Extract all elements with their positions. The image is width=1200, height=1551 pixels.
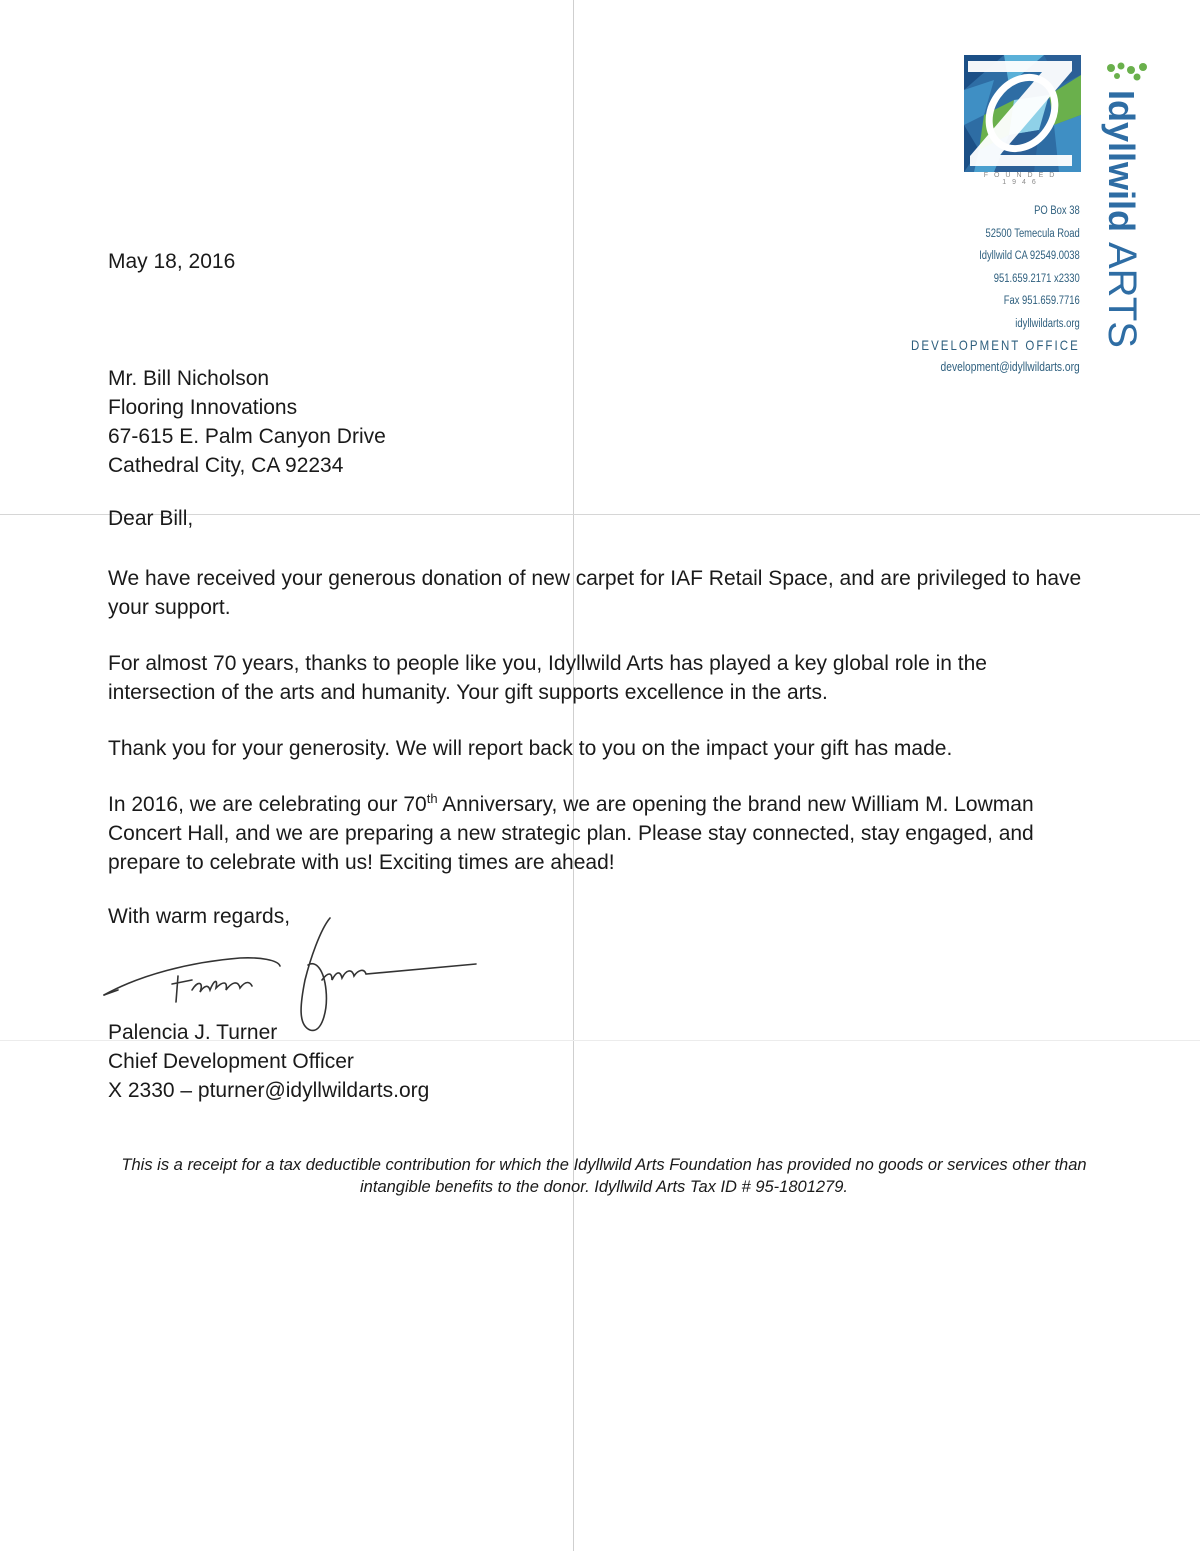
- body-paragraph-4: [108, 790, 1098, 877]
- address-line: 52500 Temecula Road: [985, 227, 1080, 240]
- body-paragraph-2: For almost 70 years, thanks to people like you, Idyllwild Arts has played a key global role in the intersection of the arts and humanity. Your gift supports excellence in the arts.: [108, 652, 987, 704]
- letterhead-address: [979, 200, 1080, 335]
- address-line: Fax 951.659.7716: [1003, 295, 1080, 307]
- address-line: PO Box 38: [1034, 205, 1080, 217]
- brand-name-light: ARTS: [1100, 242, 1144, 348]
- signer-contact: X 2330 – pturner@idyllwildarts.org: [108, 1079, 430, 1102]
- recipient-line: Cathedral City, CA 92234: [108, 454, 344, 477]
- ordinal-suffix: th: [426, 791, 438, 806]
- address-line: Idyllwild CA 92549.0038: [979, 250, 1080, 262]
- body-paragraph-3: Thank you for your generosity. We will report back to you on the impact your gift has made.: [108, 737, 953, 760]
- paragraph-4-start: In 2016, we are celebrating our 70: [108, 793, 427, 816]
- body-paragraph-1: We have received your generous donation of new carpet for IAF Retail Space, and are privileged to have your support.: [108, 567, 1082, 619]
- recipient-line: Mr. Bill Nicholson: [108, 367, 270, 390]
- signer-title: Chief Development Officer: [108, 1050, 354, 1073]
- salutation: Dear Bill,: [108, 507, 194, 530]
- letter-date: May 18, 2016: [108, 250, 236, 273]
- signature-block: [108, 1018, 429, 1105]
- paragraph-4-rest: Anniversary, we are opening the brand new William M. Lowman Concert Hall, and we are preparing a new strategic plan. Please stay connected, stay engaged, and prepare to celebrate with us! Exciting times are ahead!: [108, 793, 1034, 874]
- seventy-anniversary-logo: [964, 55, 1081, 172]
- recipient-line: Flooring Innovations: [108, 396, 298, 419]
- signer-name: Palencia J. Turner: [108, 1021, 278, 1044]
- recipient-address: [108, 364, 386, 480]
- closing: With warm regards,: [108, 905, 291, 928]
- development-office-email: development@idyllwildarts.org: [940, 360, 1080, 374]
- tax-receipt-disclaimer: This is a receipt for a tax deductible contribution for which the Idyllwild Arts Foundation has provided no goods or services other than intangible benefits to the donor. Idyllwild Arts Tax ID # 95-1801279.: [121, 1156, 1087, 1196]
- founded-year-text: FOUNDED 1946: [983, 172, 1061, 186]
- brand-name-bold: Idyllwild: [1101, 90, 1142, 233]
- leaf-cluster-icon: [1107, 63, 1147, 81]
- idyllwild-arts-brand: [1097, 60, 1157, 380]
- paper-fold-vertical: [573, 0, 574, 1551]
- address-line: 951.659.2171 x2330: [993, 272, 1080, 285]
- development-office-label: DEVELOPMENT OFFICE: [911, 337, 1080, 353]
- recipient-line: 67-615 E. Palm Canyon Drive: [108, 425, 386, 448]
- address-line: idyllwildarts.org: [1015, 317, 1080, 330]
